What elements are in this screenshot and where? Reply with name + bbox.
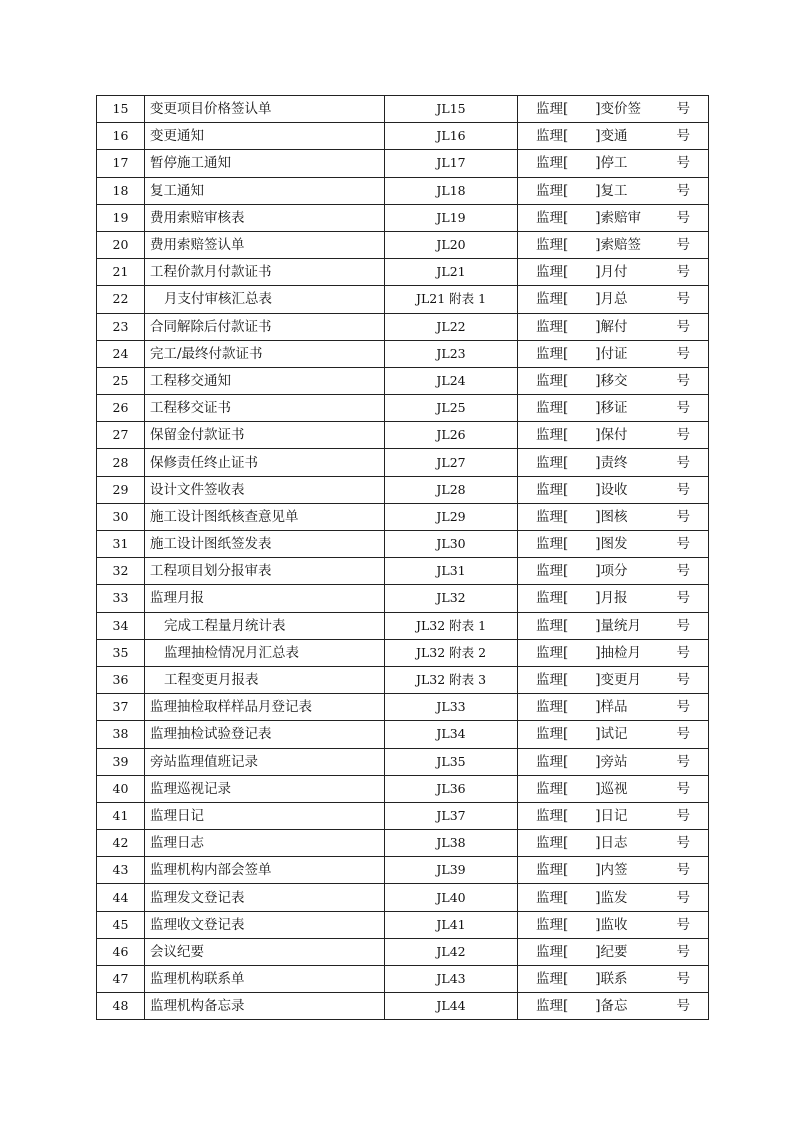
form-code: JL34 [385,721,518,748]
document-number-suffix: 号 [676,617,690,634]
document-number-cell [518,884,709,911]
form-code: JL15 [385,96,518,123]
document-number-prefix: 监理[ ]停工 [536,155,628,172]
form-code: JL43 [385,966,518,993]
form-name: 施工设计图纸签发表 [145,531,385,558]
form-name: 监理机构备忘录 [145,993,385,1020]
table-row [97,966,709,993]
document-number-suffix: 号 [676,943,690,960]
form-code: JL22 [385,313,518,340]
document-number-prefix: 监理[ ]付证 [536,345,628,362]
form-code: JL32 附表 1 [385,612,518,639]
form-code: JL32 [385,585,518,612]
document-number-prefix: 监理[ ]解付 [536,318,628,335]
document-number-cell [518,721,709,748]
document-number-prefix: 监理[ ]月付 [536,264,628,281]
document-number-suffix: 号 [676,889,690,906]
document-number-cell [518,830,709,857]
document-number-prefix: 监理[ ]日志 [536,835,628,852]
document-number-suffix: 号 [676,237,690,254]
table-row [97,639,709,666]
document-number-cell [518,204,709,231]
form-name: 工程项目划分报审表 [145,558,385,585]
document-number-cell [518,993,709,1020]
table-row [97,367,709,394]
document-number-suffix: 号 [676,101,690,118]
document-number-suffix: 号 [676,563,690,580]
document-number-prefix: 监理[ ]试记 [536,726,628,743]
table-row [97,857,709,884]
row-number: 21 [97,259,145,286]
form-name: 合同解除后付款证书 [145,313,385,340]
document-number-cell [518,639,709,666]
form-name: 完成工程量月统计表 [145,612,385,639]
document-number-prefix: 监理[ ]保付 [536,427,628,444]
form-code: JL40 [385,884,518,911]
form-name: 工程变更月报表 [145,666,385,693]
form-code: JL37 [385,802,518,829]
form-name: 变更项目价格签认单 [145,96,385,123]
row-number: 23 [97,313,145,340]
row-number: 24 [97,340,145,367]
document-number-prefix: 监理[ ]图发 [536,536,628,553]
form-code: JL42 [385,938,518,965]
row-number: 45 [97,911,145,938]
document-number-cell [518,177,709,204]
document-number-cell [518,286,709,313]
form-name: 月支付审核汇总表 [145,286,385,313]
form-name: 保修责任终止证书 [145,449,385,476]
document-number-prefix: 监理[ ]图核 [536,508,628,525]
document-number-suffix: 号 [676,400,690,417]
row-number: 16 [97,123,145,150]
form-code: JL18 [385,177,518,204]
document-number-prefix: 监理[ ]日记 [536,807,628,824]
document-number-cell [518,422,709,449]
document-number-suffix: 号 [676,508,690,525]
form-code: JL27 [385,449,518,476]
form-code: JL32 附表 2 [385,639,518,666]
document-number-suffix: 号 [676,345,690,362]
document-number-suffix: 号 [676,454,690,471]
document-number-cell [518,585,709,612]
table-row [97,96,709,123]
document-number-prefix: 监理[ ]索赔审 [536,209,642,226]
row-number: 32 [97,558,145,585]
document-number-suffix: 号 [676,536,690,553]
form-name: 设计文件签收表 [145,476,385,503]
form-code: JL19 [385,204,518,231]
document-number-suffix: 号 [676,209,690,226]
table-row [97,259,709,286]
document-number-cell [518,911,709,938]
form-code: JL21 附表 1 [385,286,518,313]
form-code: JL29 [385,503,518,530]
document-number-suffix: 号 [676,780,690,797]
document-number-prefix: 监理[ ]备忘 [536,998,628,1015]
document-number-suffix: 号 [676,971,690,988]
form-name: 复工通知 [145,177,385,204]
form-name: 监理收文登记表 [145,911,385,938]
form-code: JL30 [385,531,518,558]
document-number-cell [518,231,709,258]
table-row [97,721,709,748]
form-code: JL35 [385,748,518,775]
form-name: 监理月报 [145,585,385,612]
form-name: 监理抽检情况月汇总表 [145,639,385,666]
document-number-prefix: 监理[ ]变通 [536,128,628,145]
document-number-cell [518,666,709,693]
table-row [97,938,709,965]
table-row [97,422,709,449]
form-name: 费用索赔审核表 [145,204,385,231]
form-code: JL36 [385,775,518,802]
table-row [97,476,709,503]
document-number-prefix: 监理[ ]变更月 [536,672,642,689]
document-number-prefix: 监理[ ]移交 [536,372,628,389]
document-number-suffix: 号 [676,155,690,172]
document-number-suffix: 号 [676,182,690,199]
table-row [97,993,709,1020]
document-number-cell [518,259,709,286]
form-code: JL20 [385,231,518,258]
row-number: 38 [97,721,145,748]
form-name: 暂停施工通知 [145,150,385,177]
document-number-cell [518,340,709,367]
row-number: 31 [97,531,145,558]
form-name: 监理机构联系单 [145,966,385,993]
document-number-suffix: 号 [676,753,690,770]
form-code: JL44 [385,993,518,1020]
document-number-prefix: 监理[ ]索赔签 [536,237,642,254]
form-name: 完工/最终付款证书 [145,340,385,367]
row-number: 46 [97,938,145,965]
document-number-cell [518,476,709,503]
table-row [97,830,709,857]
row-number: 29 [97,476,145,503]
form-name: 变更通知 [145,123,385,150]
form-name: 费用索赔签认单 [145,231,385,258]
table-row [97,585,709,612]
document-number-suffix: 号 [676,291,690,308]
document-number-prefix: 监理[ ]月总 [536,291,628,308]
document-number-suffix: 号 [676,726,690,743]
form-name: 监理日志 [145,830,385,857]
table-row [97,531,709,558]
form-code: JL16 [385,123,518,150]
document-number-cell [518,694,709,721]
document-number-cell [518,802,709,829]
document-number-prefix: 监理[ ]旁站 [536,753,628,770]
document-number-cell [518,367,709,394]
document-number-prefix: 监理[ ]变价签 [536,101,642,118]
document-number-suffix: 号 [676,644,690,661]
document-number-suffix: 号 [676,672,690,689]
form-code: JL33 [385,694,518,721]
table-row [97,231,709,258]
table-row [97,884,709,911]
table-row [97,177,709,204]
row-number: 35 [97,639,145,666]
row-number: 18 [97,177,145,204]
document-number-prefix: 监理[ ]巡视 [536,780,628,797]
document-number-cell [518,857,709,884]
document-number-cell [518,150,709,177]
document-number-prefix: 监理[ ]监发 [536,889,628,906]
document-number-cell [518,503,709,530]
form-name: 工程移交通知 [145,367,385,394]
document-number-suffix: 号 [676,128,690,145]
document-number-prefix: 监理[ ]内签 [536,862,628,879]
document-number-suffix: 号 [676,590,690,607]
row-number: 47 [97,966,145,993]
document-number-cell [518,558,709,585]
document-number-cell [518,395,709,422]
table-row [97,666,709,693]
form-name: 旁站监理值班记录 [145,748,385,775]
document-number-suffix: 号 [676,372,690,389]
form-name: 施工设计图纸核查意见单 [145,503,385,530]
table-row [97,313,709,340]
form-code: JL24 [385,367,518,394]
row-number: 25 [97,367,145,394]
form-code: JL25 [385,395,518,422]
form-code: JL28 [385,476,518,503]
row-number: 37 [97,694,145,721]
document-number-cell [518,775,709,802]
table-row [97,123,709,150]
document-number-suffix: 号 [676,427,690,444]
row-number: 43 [97,857,145,884]
form-code: JL23 [385,340,518,367]
document-number-suffix: 号 [676,318,690,335]
row-number: 36 [97,666,145,693]
table-row [97,802,709,829]
form-code: JL17 [385,150,518,177]
form-name: 监理日记 [145,802,385,829]
form-code: JL32 附表 3 [385,666,518,693]
form-name: 监理抽检取样样品月登记表 [145,694,385,721]
row-number: 19 [97,204,145,231]
form-name: 监理机构内部会签单 [145,857,385,884]
document-number-suffix: 号 [676,862,690,879]
row-number: 42 [97,830,145,857]
form-index-table [96,95,709,1020]
table-row [97,558,709,585]
document-number-prefix: 监理[ ]量统月 [536,617,642,634]
row-number: 34 [97,612,145,639]
table-row [97,286,709,313]
document-number-prefix: 监理[ ]月报 [536,590,628,607]
form-name: 会议纪要 [145,938,385,965]
document-number-prefix: 监理[ ]监收 [536,916,628,933]
document-number-cell [518,938,709,965]
row-number: 30 [97,503,145,530]
form-code: JL26 [385,422,518,449]
form-code: JL39 [385,857,518,884]
document-number-suffix: 号 [676,998,690,1015]
document-number-cell [518,531,709,558]
table-row [97,150,709,177]
document-number-prefix: 监理[ ]样品 [536,699,628,716]
table-row [97,204,709,231]
document-number-prefix: 监理[ ]移证 [536,400,628,417]
document-number-prefix: 监理[ ]责终 [536,454,628,471]
document-number-suffix: 号 [676,835,690,852]
table-row [97,748,709,775]
row-number: 28 [97,449,145,476]
form-name: 监理巡视记录 [145,775,385,802]
table-row [97,340,709,367]
form-code: JL21 [385,259,518,286]
row-number: 48 [97,993,145,1020]
table-row [97,612,709,639]
table-row [97,694,709,721]
form-name: 监理发文登记表 [145,884,385,911]
form-code: JL38 [385,830,518,857]
row-number: 41 [97,802,145,829]
document-number-cell [518,966,709,993]
document-number-prefix: 监理[ ]抽检月 [536,644,642,661]
table-row [97,911,709,938]
row-number: 44 [97,884,145,911]
document-number-cell [518,449,709,476]
row-number: 27 [97,422,145,449]
row-number: 40 [97,775,145,802]
row-number: 22 [97,286,145,313]
document-number-suffix: 号 [676,916,690,933]
form-name: 工程价款月付款证书 [145,259,385,286]
document-number-suffix: 号 [676,264,690,281]
row-number: 20 [97,231,145,258]
form-name: 保留金付款证书 [145,422,385,449]
document-number-prefix: 监理[ ]联系 [536,971,628,988]
document-number-cell [518,96,709,123]
document-number-suffix: 号 [676,481,690,498]
table-row [97,449,709,476]
document-number-prefix: 监理[ ]设收 [536,481,628,498]
row-number: 15 [97,96,145,123]
form-code: JL31 [385,558,518,585]
row-number: 26 [97,395,145,422]
form-name: 工程移交证书 [145,395,385,422]
document-number-prefix: 监理[ ]项分 [536,563,628,580]
row-number: 33 [97,585,145,612]
table-row [97,775,709,802]
table-body [97,96,709,1020]
document-number-suffix: 号 [676,807,690,824]
form-code: JL41 [385,911,518,938]
document-number-cell [518,313,709,340]
document-number-suffix: 号 [676,699,690,716]
document-number-cell [518,612,709,639]
row-number: 39 [97,748,145,775]
table-row [97,395,709,422]
row-number: 17 [97,150,145,177]
document-number-prefix: 监理[ ]复工 [536,182,628,199]
document-number-prefix: 监理[ ]纪要 [536,943,628,960]
form-name: 监理抽检试验登记表 [145,721,385,748]
document-number-cell [518,748,709,775]
table-row [97,503,709,530]
document-number-cell [518,123,709,150]
